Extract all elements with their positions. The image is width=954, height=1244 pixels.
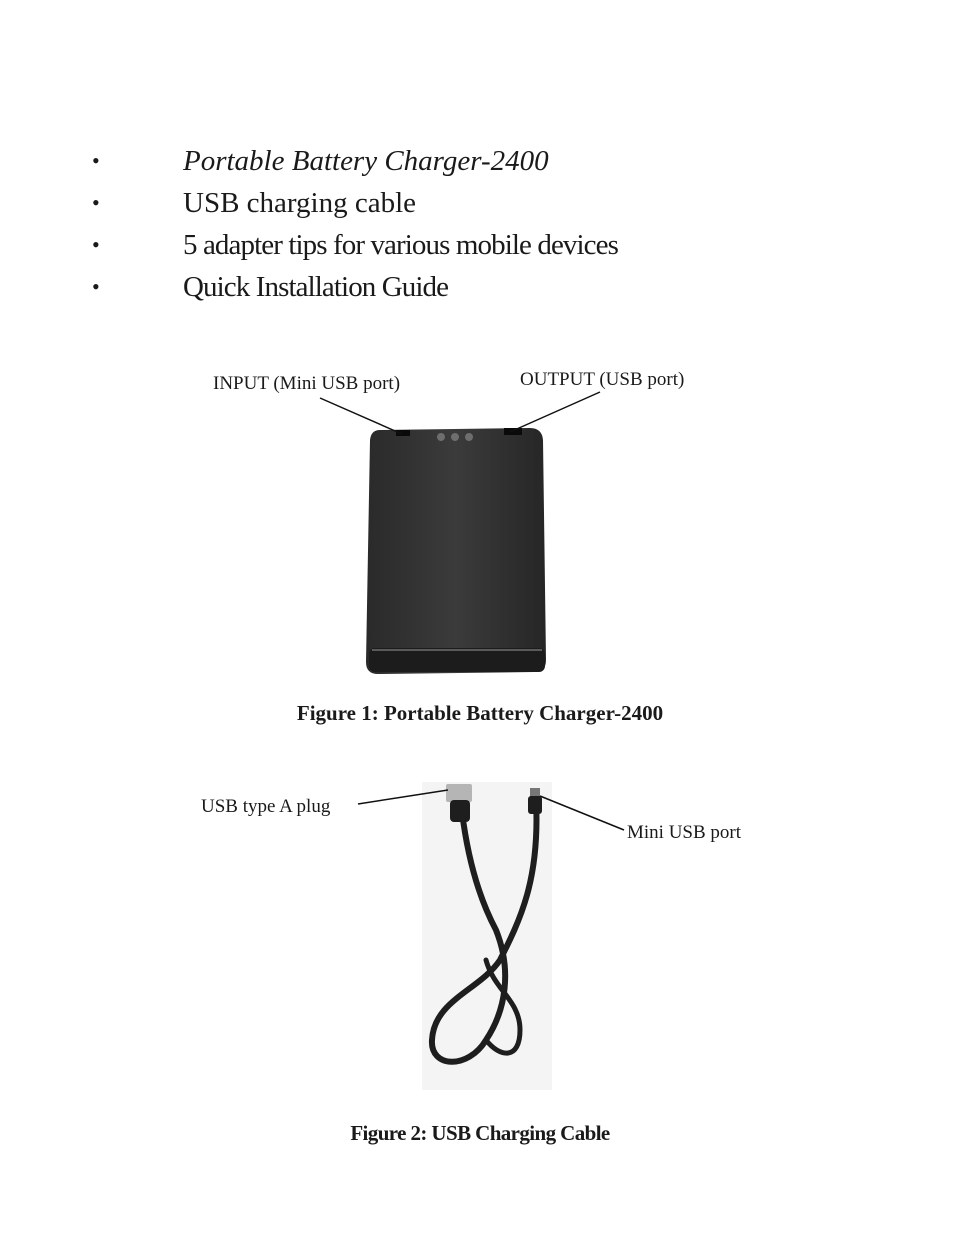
list-item-text: 5 adapter tips for various mobile devices <box>183 229 619 261</box>
bullet: • <box>92 274 100 299</box>
figure2-caption: Figure 2: USB Charging Cable <box>350 1121 610 1145</box>
led-indicator <box>465 433 473 441</box>
usb-port <box>504 428 522 435</box>
list-item-text: USB charging cable <box>183 187 417 219</box>
callout-usb-a-leader <box>358 790 448 804</box>
callout-usb-type-a-label: USB type A plug <box>201 796 331 817</box>
mini-usb-plug <box>530 788 540 798</box>
mini-usb-port <box>396 430 410 436</box>
list-item <box>92 140 852 182</box>
list-item <box>92 266 852 308</box>
callout-mini-usb-label: Mini USB port <box>627 822 742 843</box>
callout-output-label: OUTPUT (USB port) <box>520 369 685 390</box>
list-item <box>92 224 852 266</box>
package-contents-list <box>92 140 852 308</box>
battery-charger-image <box>366 428 546 674</box>
bullet: • <box>92 190 100 215</box>
bullet: • <box>92 232 100 257</box>
callout-input-label: INPUT (Mini USB port) <box>213 373 401 394</box>
bullet: • <box>92 148 100 173</box>
led-indicator <box>437 433 445 441</box>
usb-cable-image <box>422 782 552 1090</box>
callout-input-leader <box>320 398 402 434</box>
list-item <box>92 182 852 224</box>
callout-output-leader <box>510 392 600 432</box>
figure1-caption: Figure 1: Portable Battery Charger-2400 <box>296 701 664 725</box>
led-indicator <box>451 433 459 441</box>
list-item-text: Quick Installation Guide <box>183 271 449 303</box>
usb-type-a-plug <box>446 784 472 802</box>
callout-mini-usb-leader <box>540 796 624 830</box>
list-item-text: Portable Battery Charger-2400 <box>183 145 549 177</box>
